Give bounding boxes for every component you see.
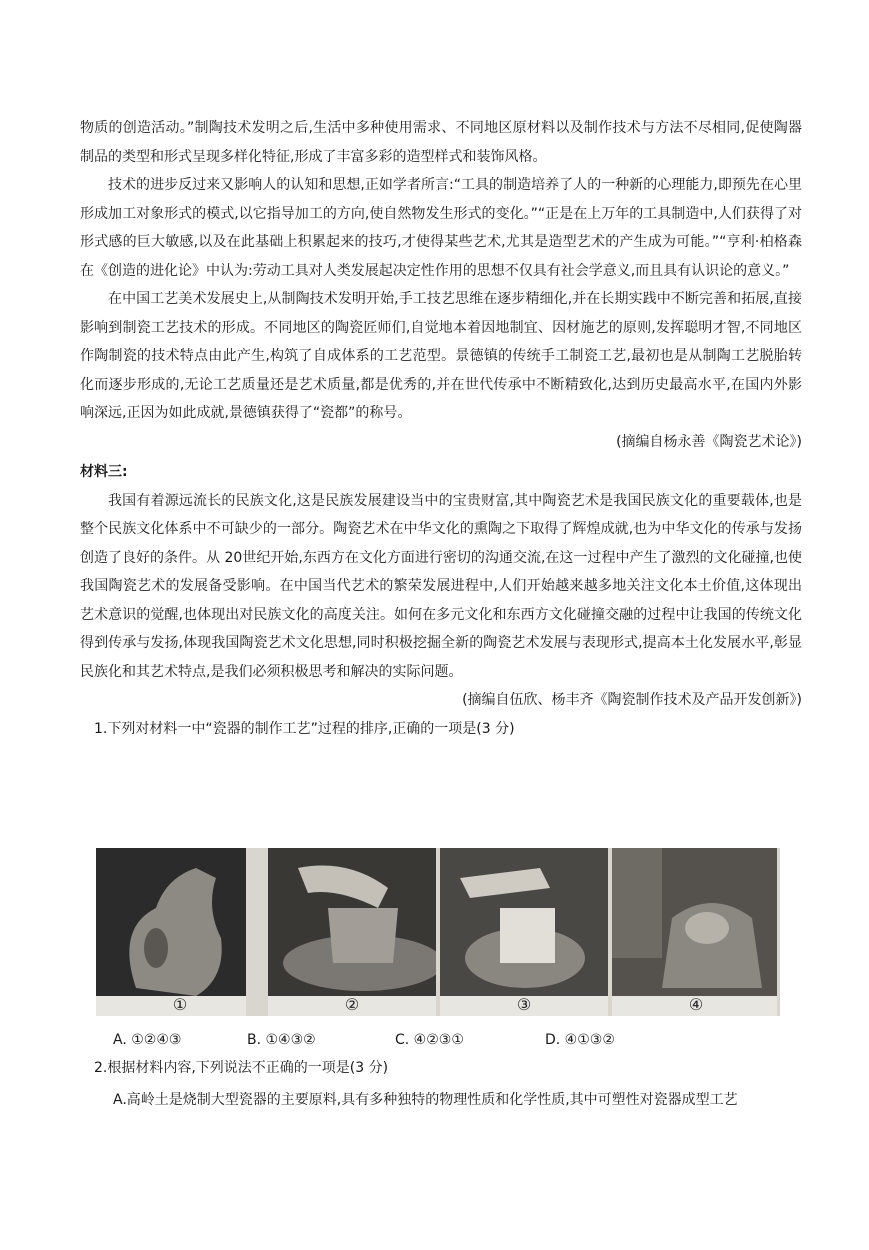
option-c[interactable]: C. ④②③① [395, 1032, 464, 1048]
pottery-photo-2 [268, 848, 436, 1016]
paragraph-1: 物质的创造活动。”制陶技术发明之后,生活中多种使用需求、不同地区原材料以及制作技术与方法不尽相同,促使陶器制品的类型和形式呈现多样化特征,形成了丰富多彩的造型样式和装饰风格。 [80, 120, 802, 165]
question-2-option-a[interactable]: A.高岭土是烧制大型瓷器的主要原料,具有多种独特的物理性质和化学性质,其中可塑性对瓷器成型工艺 [113, 1092, 738, 1108]
pottery-photo-4 [612, 848, 780, 1016]
pottery-photo-3 [440, 848, 608, 1016]
photo-number-3: ③ [516, 995, 532, 1014]
pottery-photo-1 [96, 848, 264, 1016]
pottery-photo-strip [96, 848, 780, 1016]
paragraph-2: 技术的进步反过来又影响人的认知和思想,正如学者所言:“工具的制造培养了人的一种新的心理能力,即预先在心里形成加工对象形式的模式,以它指导加工的方向,使自然物发生形式的变化。”“正是在上万年的工具制造中,人们获得了对形式感的巨大敏感,以及在此基础上积累起来的技巧,才使得某些艺术,尤其是造型艺术的产生成为可能。”“亨利·柏格森在《创造的进化论》中认为:劳动工具对人类发展起决定性作用的思想不仅具有社会学意义,而且具有认识论的意义。” [80, 177, 802, 279]
question-1-options [113, 1026, 713, 1054]
paragraph-4: 我国有着源远流长的民族文化,这是民族发展建设当中的宝贵财富,其中陶瓷艺术是我国民族文化的重要载体,也是整个民族文化体系中不可缺少的一部分。陶瓷艺术在中华文化的熏陶之下取得了辉煌成就,也为中华文化的传承与发扬创造了良好的条件。从 20世纪开始,东西方在文化方面进行密切的沟通交流,在这一过程中产生了激烈的文化碰撞,也使我国陶瓷艺术的发展备受影响。在中国当代艺术的繁荣发展进程中,人们开始越来越多地关注文化本土价值,这体现出艺术意识的觉醒,也体现出对民族文化的高度关注。如何在多元文化和东西方文化碰撞交融的过程中让我国的传统文化得到传承与发扬,体现我国陶瓷艺术文化思想,同时积极挖掘全新的陶瓷艺术发展与表现形式,提高本土化发展水平,彰显民族化和其艺术特点,是我们必须积极思考和解决的实际问题。 [80, 492, 802, 680]
source-citation-2: (摘编自杨永善《陶瓷艺术论》) [616, 433, 802, 450]
material-3-label: 材料三: [80, 464, 128, 480]
paragraph-3: 在中国工艺美术发展史上,从制陶技术发明开始,手工技艺思维在逐步精细化,并在长期实践中不断完善和拓展,直接影响到制瓷工艺技术的形成。不同地区的陶瓷匠师们,自觉地本着因地制宜、因材施艺的原则,发挥聪明才智,不同地区作陶制瓷的技术特点由此产生,构筑了自成体系的工艺范型。景德镇的传统手工制瓷工艺,最初也是从制陶工艺脱胎转化而逐步形成的,无论工艺质量还是艺术质量,都是优秀的,并在世代传承中不断精致化,达到历史最高水平,在国内外影响深远,正因为如此成就,景德镇获得了“瓷都”的称号。 [80, 291, 802, 421]
question-1-stem: 1.下列对材料一中“瓷器的制作工艺”过程的排序,正确的一项是(3 分) [94, 720, 515, 737]
option-d[interactable]: D. ④①③② [545, 1032, 615, 1048]
clay-kneading-illustration [612, 848, 777, 1016]
photo-number-1: ① [172, 995, 188, 1014]
question-2-stem: 2.根据材料内容,下列说法不正确的一项是(3 分) [94, 1060, 389, 1076]
article-body [80, 114, 802, 743]
source-citation-3: (摘编自伍欣、杨丰齐《陶瓷制作技术及产品开发创新》) [462, 692, 802, 708]
option-b[interactable]: B. ①④③② [247, 1032, 316, 1048]
photo-number-4: ④ [688, 995, 704, 1014]
vase-illustration [96, 848, 246, 1016]
option-a[interactable]: A. ①②④③ [113, 1032, 182, 1048]
trimming-illustration [440, 848, 608, 1016]
photo-number-2: ② [344, 995, 360, 1014]
wheel-throwing-illustration [268, 848, 436, 1016]
